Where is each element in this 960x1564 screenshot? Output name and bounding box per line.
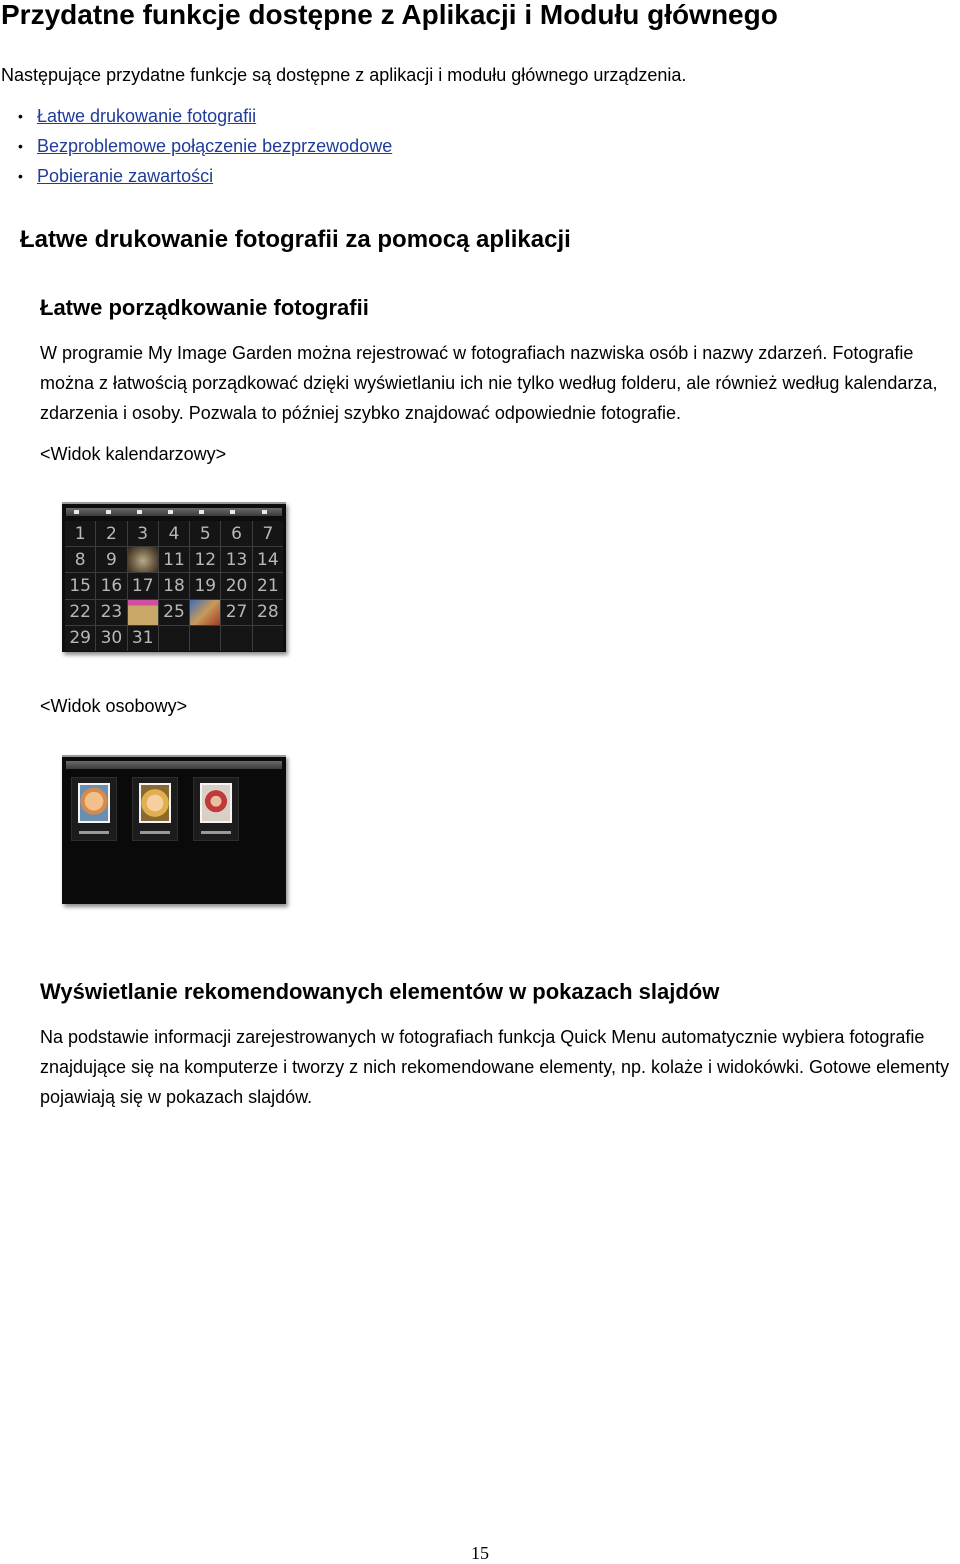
- calendar-day: 3: [128, 521, 158, 546]
- calendar-day: [190, 626, 220, 651]
- intro-text: Następujące przydatne funkcje są dostępne z aplikacji i modułu głównego urządzenia.: [1, 65, 687, 85]
- toc-link-wireless-connection[interactable]: Bezproblemowe połączenie bezprzewodowe: [37, 136, 393, 156]
- bullet-icon: •: [18, 108, 23, 124]
- calendar-day-photo: [190, 600, 220, 625]
- calendar-view-label: <Widok kalendarzowy>: [40, 444, 227, 464]
- person-photo: [78, 783, 110, 823]
- person-name-bar: [140, 831, 170, 834]
- calendar-day: 1: [65, 521, 95, 546]
- calendar-day: [253, 626, 283, 651]
- people-header-bar: [66, 761, 282, 769]
- calendar-day: [159, 626, 189, 651]
- bullet-icon: •: [18, 168, 23, 184]
- day-marker: [168, 510, 173, 514]
- calendar-day: 5: [190, 521, 220, 546]
- calendar-day: 23: [96, 600, 126, 625]
- calendar-day: 18: [159, 573, 189, 598]
- calendar-day: 25: [159, 600, 189, 625]
- bullet-icon: •: [18, 138, 23, 154]
- calendar-day: 15: [65, 573, 95, 598]
- page-title: Przydatne funkcje dostępne z Aplikacji i Modułu głównego: [1, 0, 778, 30]
- day-marker: [230, 510, 235, 514]
- toc-item: [0, 104, 392, 134]
- person-photo: [200, 783, 232, 823]
- calendar-day: 9: [96, 547, 126, 572]
- calendar-day: 13: [221, 547, 251, 572]
- calendar-view-screenshot: [62, 502, 286, 652]
- calendar-day: 4: [159, 521, 189, 546]
- calendar-day: 14: [253, 547, 283, 572]
- toc-link-download-content[interactable]: Pobieranie zawartości: [37, 166, 214, 186]
- calendar-header-bar: [66, 508, 282, 516]
- calendar-day: 29: [65, 626, 95, 651]
- calendar-day-photo: [128, 600, 158, 625]
- organize-text: W programie My Image Garden można rejestrować w fotografiach nazwiska osób i nazwy zdarzeń. Fotografie można z łatwością porządkować dzięki wyświetlaniu ich nie tylko według folderu, ale również według kalendarza, zdarzenia i osoby. Pozwala to później szybko znajdować odpowiednie fotografie.: [40, 343, 938, 423]
- person-photo: [139, 783, 171, 823]
- calendar-grid: [65, 521, 283, 651]
- calendar-day: 22: [65, 600, 95, 625]
- day-marker: [74, 510, 79, 514]
- slideshow-heading: Wyświetlanie rekomendowanych elementów w pokazach slajdów: [40, 979, 720, 1004]
- calendar-day: 27: [221, 600, 251, 625]
- people-view-label: <Widok osobowy>: [40, 696, 188, 716]
- day-marker: [137, 510, 142, 514]
- day-marker: [199, 510, 204, 514]
- person-card: [193, 777, 239, 841]
- calendar-day: 30: [96, 626, 126, 651]
- person-card: [71, 777, 117, 841]
- day-marker: [106, 510, 111, 514]
- calendar-day-photo: [128, 547, 158, 572]
- calendar-day: 16: [96, 573, 126, 598]
- day-marker: [262, 510, 267, 514]
- toc-link-easy-photo-printing[interactable]: Łatwe drukowanie fotografii: [37, 106, 257, 126]
- people-view-screenshot: [62, 755, 286, 904]
- page-number: 15: [471, 1543, 489, 1563]
- calendar-day: 11: [159, 547, 189, 572]
- calendar-day: [221, 626, 251, 651]
- person-card: [132, 777, 178, 841]
- slideshow-text: Na podstawie informacji zarejestrowanych w fotografiach funkcja Quick Menu automatycznie wybiera fotografie znajdujące się na komputerze i tworzy z nich rekomendowane elementy, np. kolaże i widokówki. Gotowe elementy pojawiają się w pokazach slajdów.: [40, 1027, 950, 1107]
- calendar-day: 8: [65, 547, 95, 572]
- person-name-bar: [79, 831, 109, 834]
- calendar-day: 7: [253, 521, 283, 546]
- toc-item: [0, 164, 392, 194]
- toc-item: [0, 134, 392, 164]
- toc-list: [0, 104, 392, 194]
- organize-heading: Łatwe porządkowanie fotografii: [40, 295, 369, 320]
- calendar-day: 28: [253, 600, 283, 625]
- calendar-day: 21: [253, 573, 283, 598]
- calendar-day: 6: [221, 521, 251, 546]
- calendar-day: 17: [128, 573, 158, 598]
- calendar-day: 12: [190, 547, 220, 572]
- calendar-day: 20: [221, 573, 251, 598]
- section-heading: Łatwe drukowanie fotografii za pomocą aplikacji: [20, 226, 571, 253]
- person-name-bar: [201, 831, 231, 834]
- calendar-day: 2: [96, 521, 126, 546]
- calendar-day: 31: [128, 626, 158, 651]
- calendar-day: 19: [190, 573, 220, 598]
